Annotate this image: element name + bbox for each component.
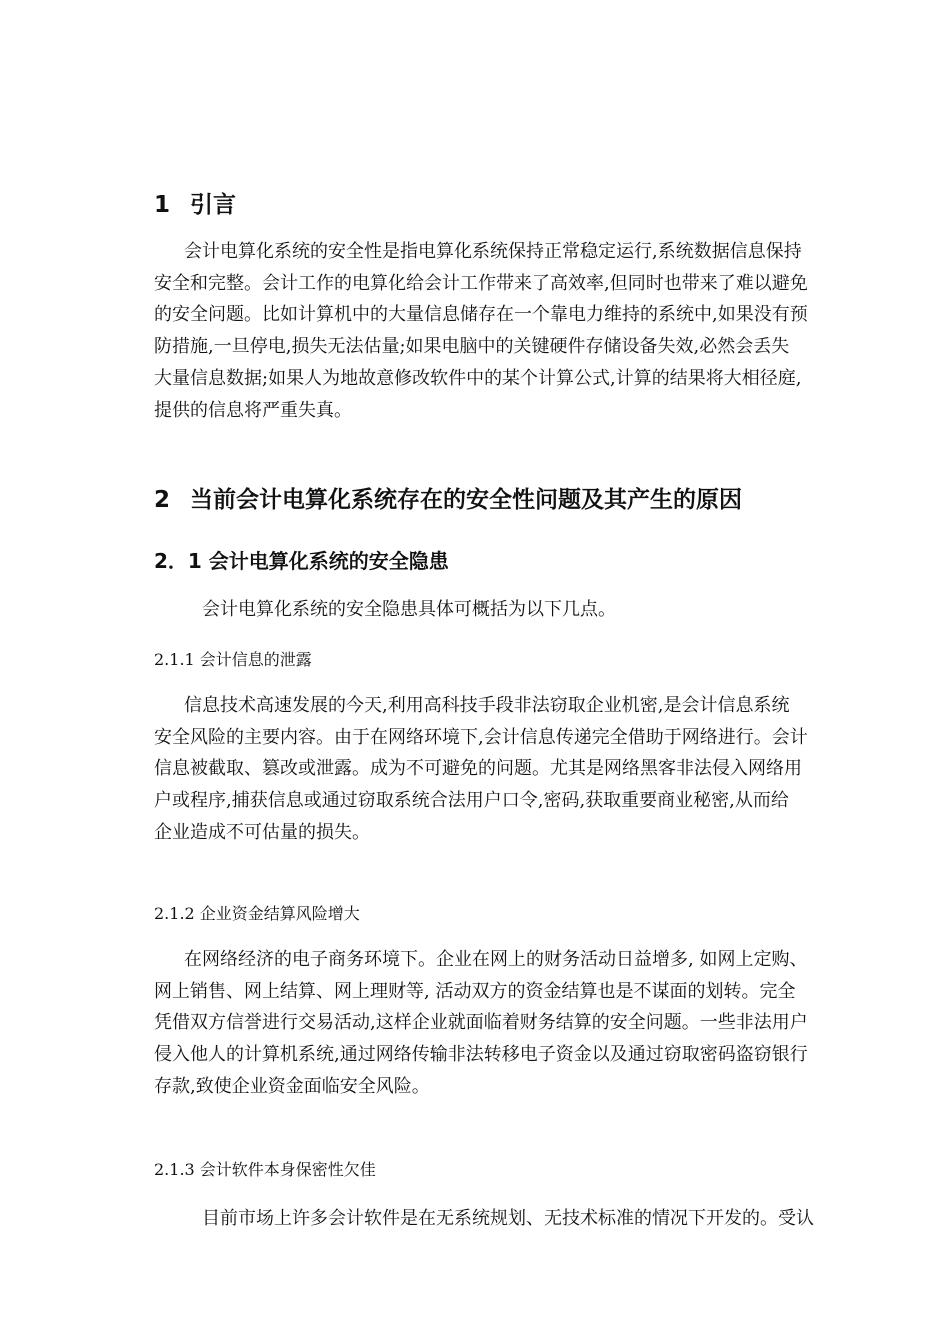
paragraph-line: 凭借双方信誉进行交易活动,这样企业就面临着财务结算的安全问题。一些非法用户	[154, 1012, 808, 1034]
paragraph-line: 侵入他人的计算机系统,通过网络传输非法转移电子资金以及通过窃取密码盗窃银行	[154, 1044, 808, 1066]
section-2-1-heading: 2．1 会计电算化系统的安全隐患	[154, 549, 449, 573]
paragraph-line: 安全和完整。会计工作的电算化给会计工作带来了高效率,但同时也带来了难以避免	[154, 272, 808, 294]
section-2-1-3-paragraph	[154, 1203, 854, 1235]
paragraph-line: 目前市场上许多会计软件是在无系统规划、无技术标准的情况下开发的。受认	[202, 1208, 814, 1229]
section-1-heading	[154, 190, 236, 220]
section-2-1-2-heading: 2.1.2 企业资金结算风险增大	[154, 904, 360, 923]
paragraph-line: 防措施,一旦停电,损失无法估量;如果电脑中的关键硬件存储设备失效,必然会丢失	[154, 336, 790, 358]
paragraph-line: 安全风险的主要内容。由于在网络环境下,会计信息传递完全借助于网络进行。会计	[154, 726, 808, 748]
paragraph-line: 提供的信息将严重失真。	[154, 399, 352, 421]
paragraph-line: 的安全问题。比如计算机中的大量信息储存在一个靠电力维持的系统中,如果没有预	[154, 304, 808, 326]
section-1-number: 1	[154, 192, 171, 218]
section-2-1-2-paragraph	[154, 944, 854, 1103]
section-2-number: 2	[154, 487, 171, 513]
section-1-title: 引言	[190, 192, 236, 218]
section-2-1-1-heading: 2.1.1 会计信息的泄露	[154, 650, 312, 669]
section-2-title: 当前会计电算化系统存在的安全性问题及其产生的原因	[190, 487, 742, 513]
paragraph-line: 会计电算化系统的安全性是指电算化系统保持正常稳定运行,系统数据信息保持	[184, 241, 802, 262]
section-1-paragraph	[154, 236, 854, 426]
section-2-1-1-paragraph	[154, 690, 854, 849]
paragraph-line: 信息被截取、篡改或泄露。成为不可避免的问题。尤其是网络黑客非法侵入网络用	[154, 758, 802, 780]
paragraph-line: 大量信息数据;如果人为地故意修改软件中的某个计算公式,计算的结果将大相径庭,	[154, 367, 802, 389]
section-2-1-intro	[154, 594, 854, 626]
paragraph-line: 户或程序,捕获信息或通过窃取系统合法用户口令,密码,获取重要商业秘密,从而给	[154, 790, 789, 812]
section-2-heading	[154, 485, 742, 515]
paragraph-line: 在网络经济的电子商务环境下。企业在网上的财务活动日益增多, 如网上定购、	[184, 949, 808, 970]
paragraph-line: 企业造成不可估量的损失。	[154, 821, 370, 843]
paragraph-line: 存款,致使企业资金面临安全风险。	[154, 1075, 430, 1097]
paragraph-line: 信息技术高速发展的今天,利用高科技手段非法窃取企业机密,是会计信息系统	[184, 695, 790, 716]
section-2-1-3-heading: 2.1.3 会计软件本身保密性欠佳	[154, 1160, 376, 1179]
paragraph-line: 网上销售、网上结算、网上理财等, 活动双方的资金结算也是不谋面的划转。完全	[154, 980, 796, 1002]
paragraph-line: 会计电算化系统的安全隐患具体可概括为以下几点。	[202, 599, 616, 620]
